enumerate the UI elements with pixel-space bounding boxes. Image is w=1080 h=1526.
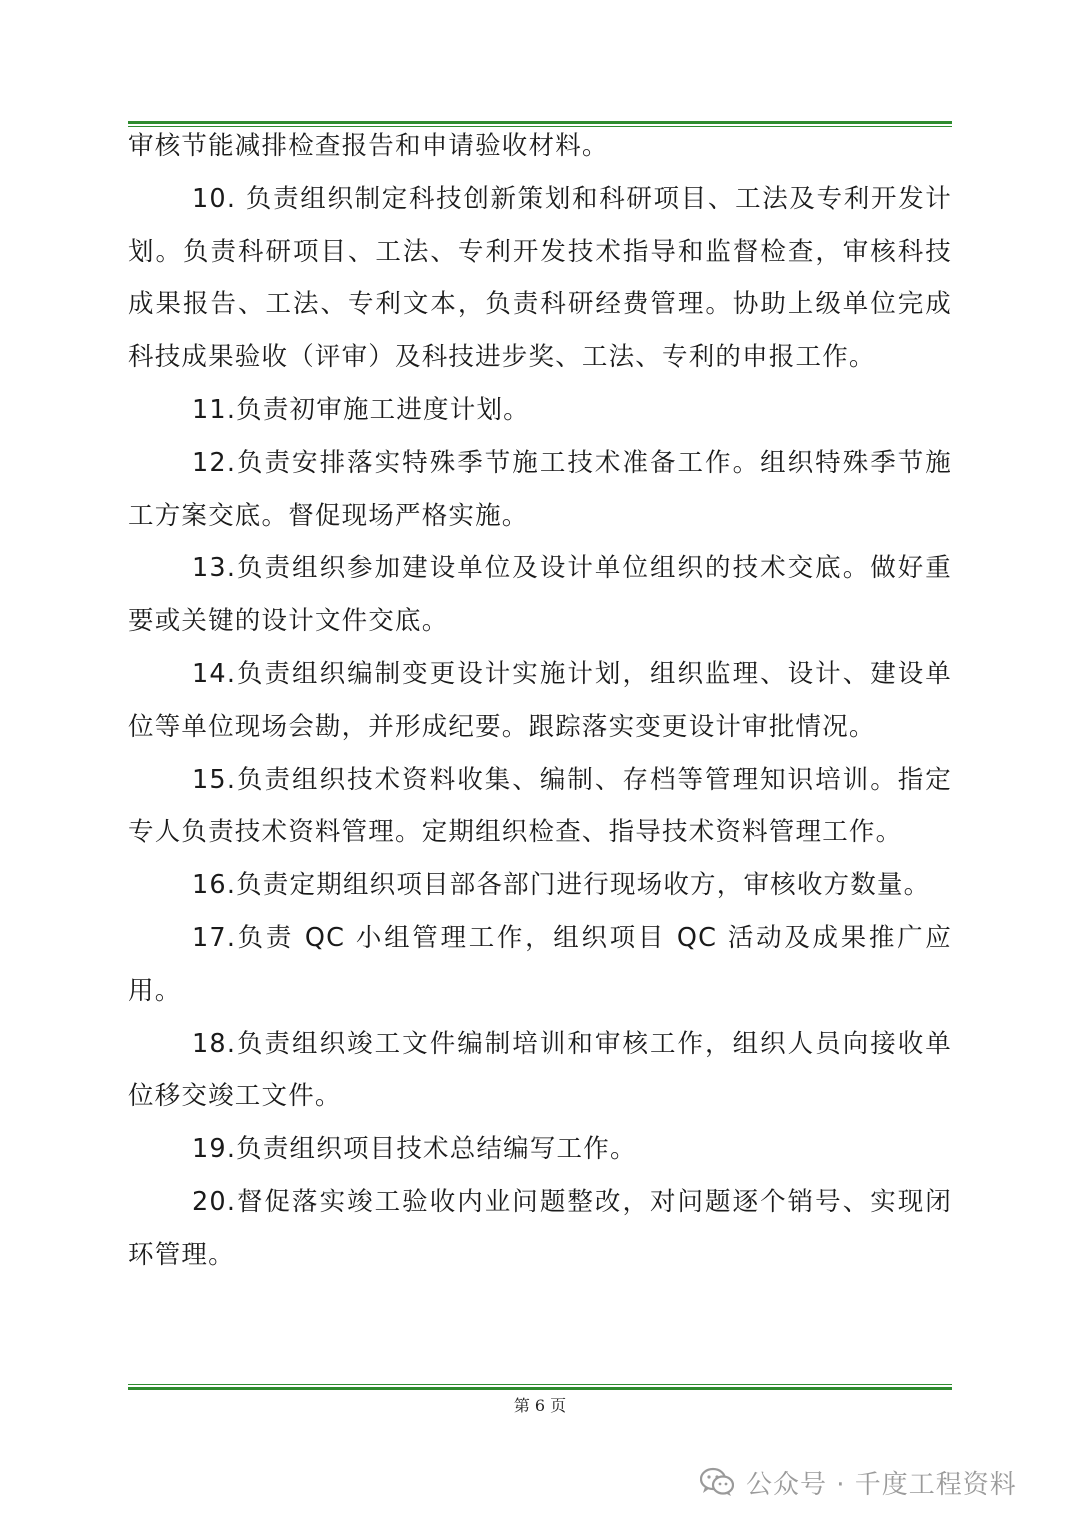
footer-rule — [128, 1384, 952, 1390]
paragraph-item-20: 20.督促落实竣工验收内业问题整改，对问题逐个销号、实现闭环管理。 — [128, 1186, 952, 1270]
paragraph-item-13: 13.负责组织参加建设单位及设计单位组织的技术交底。做好重要或关键的设计文件交底。 — [128, 553, 952, 637]
paragraph-item-10: 10. 负责组织制定科技创新策划和科研项目、工法及专利开发计划。负责科研项目、工法、专利开发技术指导和监督检查，审核科技成果报告、工法、专利文本，负责科研经费管理。协助上级单位完成科技成果验收（评审）及科技进步奖、工法、专利的申报工作。 — [128, 183, 952, 373]
paragraph-item-19: 19.负责组织项目技术总结编写工作。 — [192, 1134, 637, 1165]
paragraph-item-15: 15.负责组织技术资料收集、编制、存档等管理知识培训。指定专人负责技术资料管理。定期组织检查、指导技术资料管理工作。 — [128, 764, 952, 848]
paragraph-item-12: 12.负责安排落实特殊季节施工技术准备工作。组织特殊季节施工方案交底。督促现场严格实施。 — [128, 447, 952, 531]
paragraph-item-17: 17.负责 QC 小组管理工作，组织项目 QC 活动及成果推广应用。 — [128, 922, 952, 1006]
paragraph-item-16: 16.负责定期组织项目部各部门进行现场收方，审核收方数量。 — [192, 870, 931, 901]
paragraph-0: 审核节能减排检查报告和申请验收材料。 — [128, 131, 609, 161]
wechat-icon — [700, 1467, 734, 1497]
paragraph-item-18: 18.负责组织竣工文件编制培训和审核工作，组织人员向接收单位移交竣工文件。 — [128, 1028, 952, 1112]
watermark — [700, 1462, 1017, 1502]
paragraph-item-11: 11.负责初审施工进度计划。 — [192, 394, 530, 425]
page-number: 第 6 页 — [513, 1396, 567, 1415]
watermark-text: 公众号 · 千度工程资料 — [746, 1469, 1017, 1500]
paragraph-item-14: 14.负责组织编制变更设计实施计划，组织监理、设计、建设单位等单位现场会勘，并形成纪要。跟踪落实变更设计审批情况。 — [128, 658, 952, 742]
document-body — [128, 120, 952, 1282]
